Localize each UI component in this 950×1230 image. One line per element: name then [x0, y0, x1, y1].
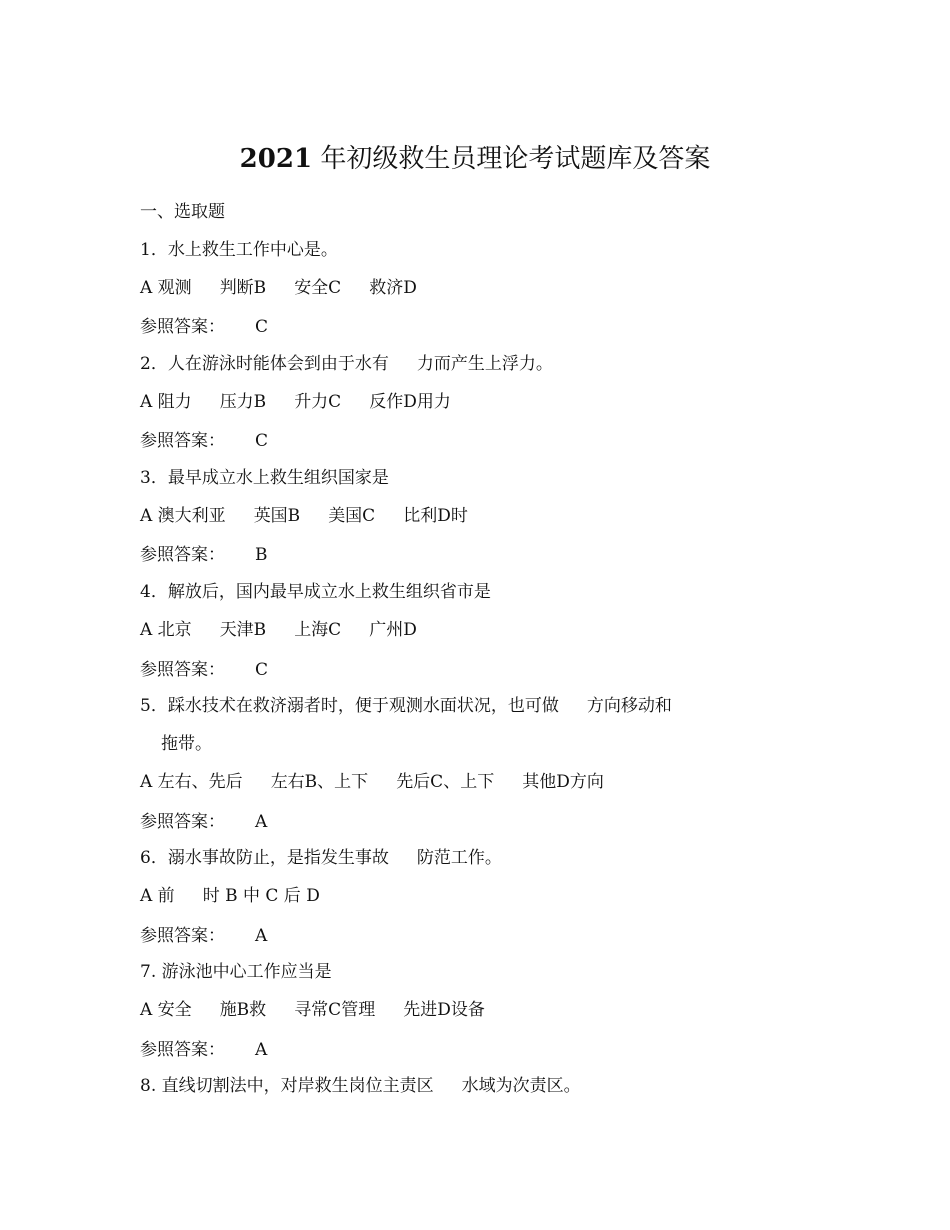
title-year: 2021 — [239, 144, 313, 174]
answer-1 — [140, 315, 268, 339]
question-3-stem: 3．最早成立水上救生组织国家是 — [140, 468, 389, 488]
option-d: 反作D用力 — [369, 392, 451, 412]
answer-label: 参照答案： — [140, 926, 225, 946]
question-6-options — [140, 884, 320, 908]
stem-part: 2．人在游泳时能体会到由于水有 — [140, 354, 389, 374]
option-b: 压力B — [219, 392, 267, 412]
answer-value: A — [255, 812, 268, 832]
option-d: 救济D — [369, 278, 417, 298]
option-a: A 北京 — [140, 620, 192, 640]
page-title — [0, 142, 950, 176]
answer-label: 参照答案： — [140, 1040, 225, 1060]
option-d: 其他D方向 — [522, 772, 604, 792]
option-a: A 左右、先后 — [140, 772, 243, 792]
answer-value: C — [255, 660, 269, 680]
question-8-stem — [140, 1074, 581, 1098]
stem-part: 6．溺水事故防止，是指发生事故 — [140, 848, 389, 868]
answer-label: 参照答案： — [140, 545, 225, 565]
question-4-options — [140, 618, 417, 642]
option-b: 英国B — [253, 506, 301, 526]
answer-label: 参照答案： — [140, 812, 225, 832]
question-5-options — [140, 770, 604, 794]
option-b: 判断B — [219, 278, 267, 298]
option-a: A 阻力 — [140, 392, 192, 412]
option-b: 左右B、上下 — [270, 772, 369, 792]
question-4-stem: 4．解放后，国内最早成立水上救生组织省市是 — [140, 582, 491, 602]
option-d: 广州D — [369, 620, 417, 640]
question-1-stem: 1．水上救生工作中心是。 — [140, 240, 338, 260]
option-c: 安全C — [294, 278, 342, 298]
option-b: 时 B 中 C 后 D — [202, 886, 320, 906]
option-c: 上海C — [294, 620, 342, 640]
answer-label: 参照答案： — [140, 317, 225, 337]
option-c: 先后C、上下 — [396, 772, 495, 792]
stem-part: 防范工作。 — [416, 848, 502, 868]
answer-5 — [140, 810, 267, 834]
option-a: A 安全 — [140, 1000, 192, 1020]
question-7-stem: 7. 游泳池中心工作应当是 — [140, 962, 332, 982]
answer-value: C — [255, 431, 269, 451]
stem-part: 8. 直线切割法中，对岸救生岗位主责区 — [140, 1076, 434, 1096]
option-b: 施B救 — [219, 1000, 267, 1020]
section-heading: 一、选取题 — [140, 202, 225, 222]
question-7-options — [140, 998, 485, 1022]
stem-part: 5．踩水技术在救济溺者时，便于观测水面状况，也可做 — [140, 696, 559, 716]
answer-7 — [140, 1038, 267, 1062]
option-a: A 观测 — [140, 278, 192, 298]
answer-value: A — [255, 1040, 268, 1060]
answer-2 — [140, 429, 268, 453]
option-c: 美国C — [328, 506, 376, 526]
option-d: 比利D时 — [403, 506, 468, 526]
option-c: 升力C — [294, 392, 342, 412]
option-c: 寻常C管理 — [294, 1000, 376, 1020]
answer-label: 参照答案： — [140, 431, 225, 451]
answer-3 — [140, 543, 268, 567]
option-b: 天津B — [219, 620, 267, 640]
question-5-stem-continued: 拖带。 — [161, 734, 212, 754]
stem-part: 水域为次责区。 — [461, 1076, 581, 1096]
option-a: A 前 — [140, 886, 175, 906]
option-a: A 澳大利亚 — [140, 506, 226, 526]
answer-label: 参照答案： — [140, 660, 225, 680]
question-6-stem — [140, 846, 502, 870]
answer-value: A — [255, 926, 268, 946]
question-3-options — [140, 504, 468, 528]
title-text: 年初级救生员理论考试题库及答案 — [320, 144, 711, 174]
answer-value: C — [255, 317, 269, 337]
question-2-stem — [140, 352, 553, 376]
answer-6 — [140, 924, 267, 948]
answer-value: B — [255, 545, 268, 565]
question-2-options — [140, 390, 451, 414]
option-d: 先进D设备 — [403, 1000, 485, 1020]
question-1-options — [140, 276, 417, 300]
stem-part: 力而产生上浮力。 — [416, 354, 553, 374]
question-5-stem — [140, 694, 672, 718]
answer-4 — [140, 658, 268, 682]
stem-part: 方向移动和 — [586, 696, 672, 716]
